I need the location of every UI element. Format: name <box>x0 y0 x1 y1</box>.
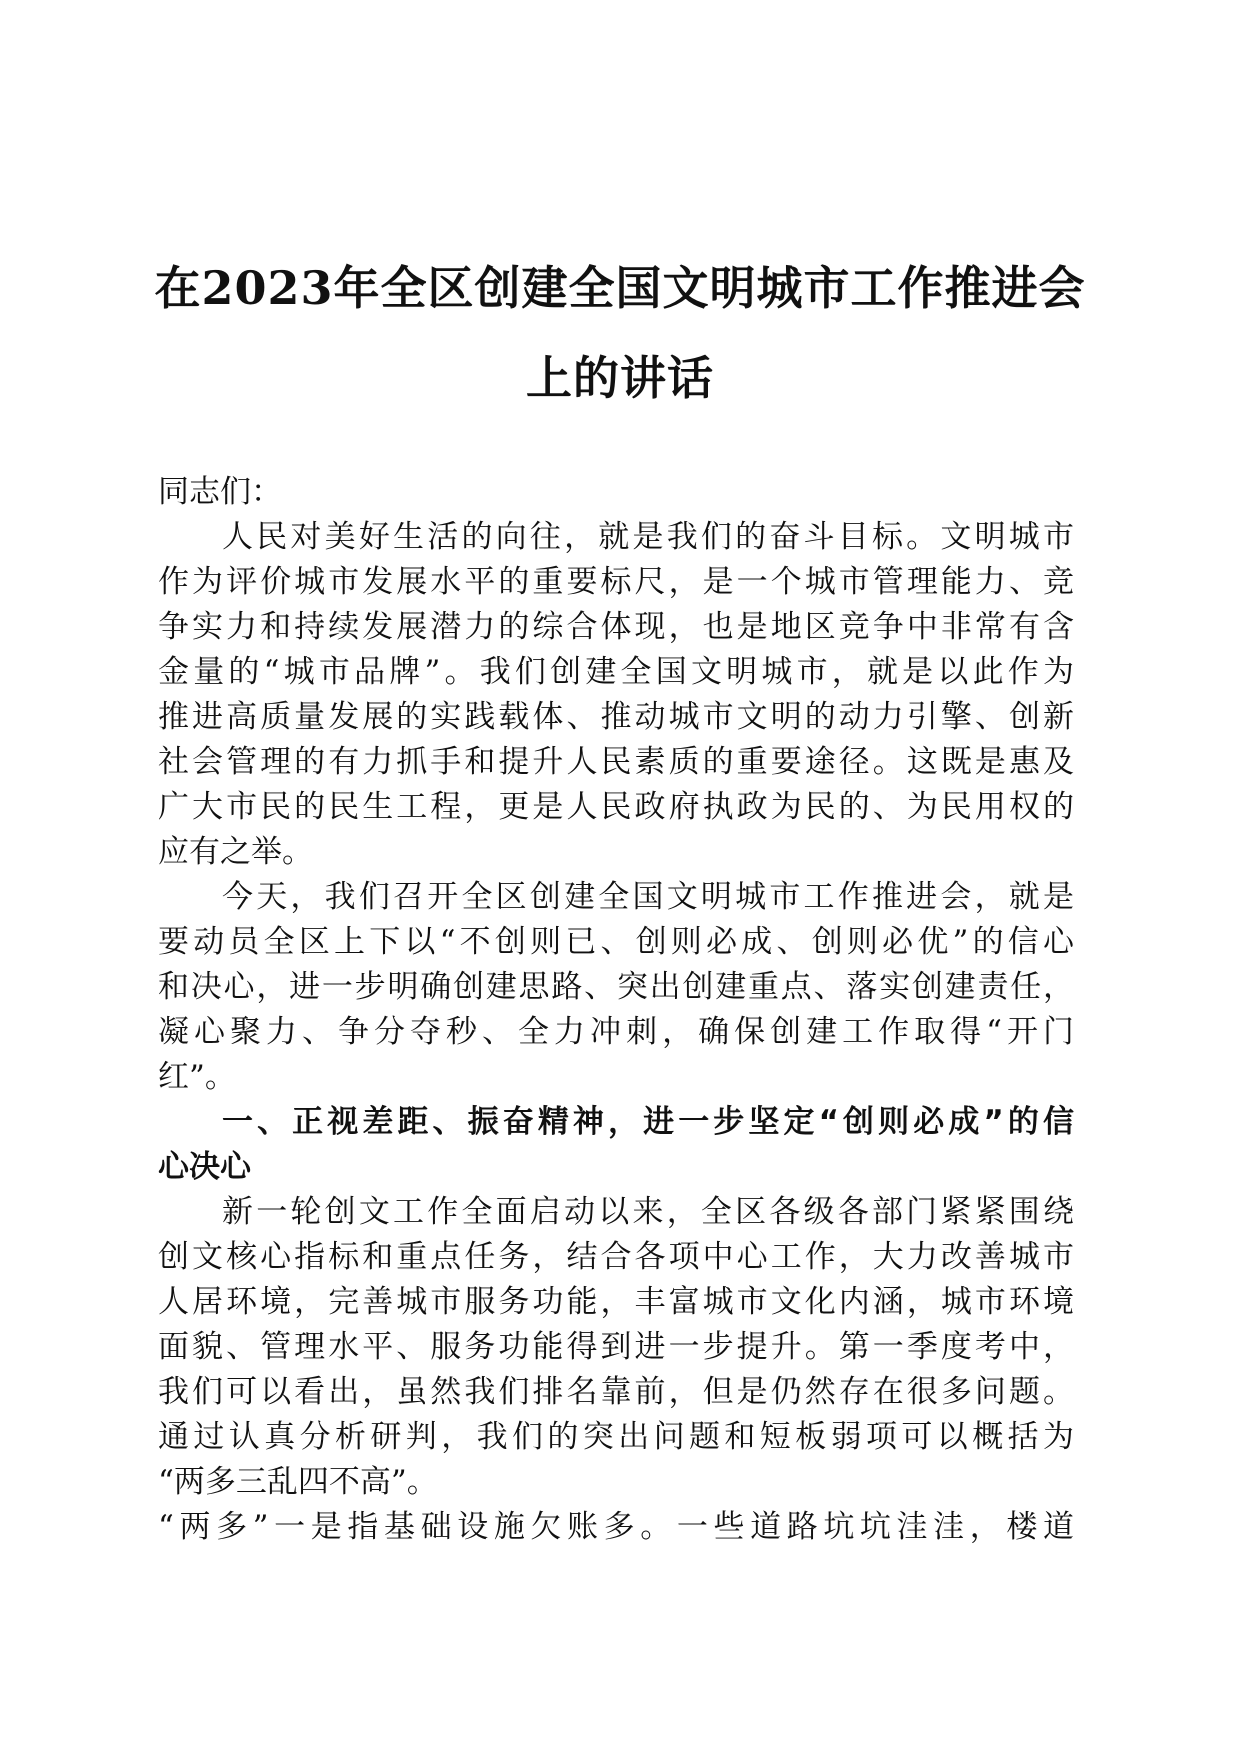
paragraph-3-line-3: 人居环境，完善城市服务功能，丰富城市文化内涵，城市环境 <box>158 1284 1074 1320</box>
paragraph-2-line-2: 要动员全区上下以“不创则已、创则必成、创则必优”的信心 <box>158 924 1074 960</box>
paragraph-3-line-4: 面貌、管理水平、服务功能得到进一步提升。第一季度考中， <box>158 1329 1074 1365</box>
document-body <box>158 470 1074 1550</box>
section-heading-1-line-2: 心决心 <box>158 1149 251 1185</box>
paragraph-3-line-5: 我们可以看出，虽然我们排名靠前，但是仍然存在很多问题。 <box>158 1374 1074 1410</box>
paragraph-1-line-2: 作为评价城市发展水平的重要标尺，是一个城市管理能力、竞 <box>158 564 1074 600</box>
section-heading-1-line-1: 一、正视差距、振奋精神，进一步坚定“创则必成”的信 <box>222 1104 1074 1140</box>
paragraph-3-line-6: 通过认真分析研判，我们的突出问题和短板弱项可以概括为 <box>158 1419 1074 1455</box>
paragraph-1-line-7: 广大市民的民生工程，更是人民政府执政为民的、为民用权的 <box>158 789 1074 825</box>
paragraph-1-line-3: 争实力和持续发展潜力的综合体现，也是地区竞争中非常有含 <box>158 609 1074 645</box>
paragraph-2-line-1: 今天，我们召开全区创建全国文明城市工作推进会，就是 <box>222 879 1074 915</box>
paragraph-3-line-1: 新一轮创文工作全面启动以来，全区各级各部门紧紧围绕 <box>222 1194 1074 1230</box>
salutation: 同志们： <box>158 474 282 510</box>
paragraph-4-line-1: “两多”一是指基础设施欠账多。一些道路坑坑洼洼，楼道 <box>158 1509 1074 1545</box>
paragraph-1-line-6: 社会管理的有力抓手和提升人民素质的重要途径。这既是惠及 <box>158 744 1074 780</box>
paragraph-3-line-2: 创文核心指标和重点任务，结合各项中心工作，大力改善城市 <box>158 1239 1074 1275</box>
paragraph-1-line-1: 人民对美好生活的向往，就是我们的奋斗目标。文明城市 <box>222 519 1074 555</box>
document-title-line-1: 在2023年全区创建全国文明城市工作推进会 <box>154 261 1086 315</box>
paragraph-1-line-4: 金量的“城市品牌”。我们创建全国文明城市，就是以此作为 <box>158 654 1074 690</box>
document-title-line-2: 上的讲话 <box>526 351 714 405</box>
paragraph-1-line-5: 推进高质量发展的实践载体、推动城市文明的动力引擎、创新 <box>158 699 1074 735</box>
paragraph-3-line-7: “两多三乱四不高”。 <box>158 1464 438 1500</box>
paragraph-1-line-8: 应有之举。 <box>158 834 313 870</box>
paragraph-2-line-4: 凝心聚力、争分夺秒、全力冲刺，确保创建工作取得“开门 <box>158 1014 1074 1050</box>
paragraph-2-line-3: 和决心，进一步明确创建思路、突出创建重点、落实创建责任， <box>158 969 1074 1005</box>
paragraph-2-line-5: 红”。 <box>158 1059 236 1095</box>
